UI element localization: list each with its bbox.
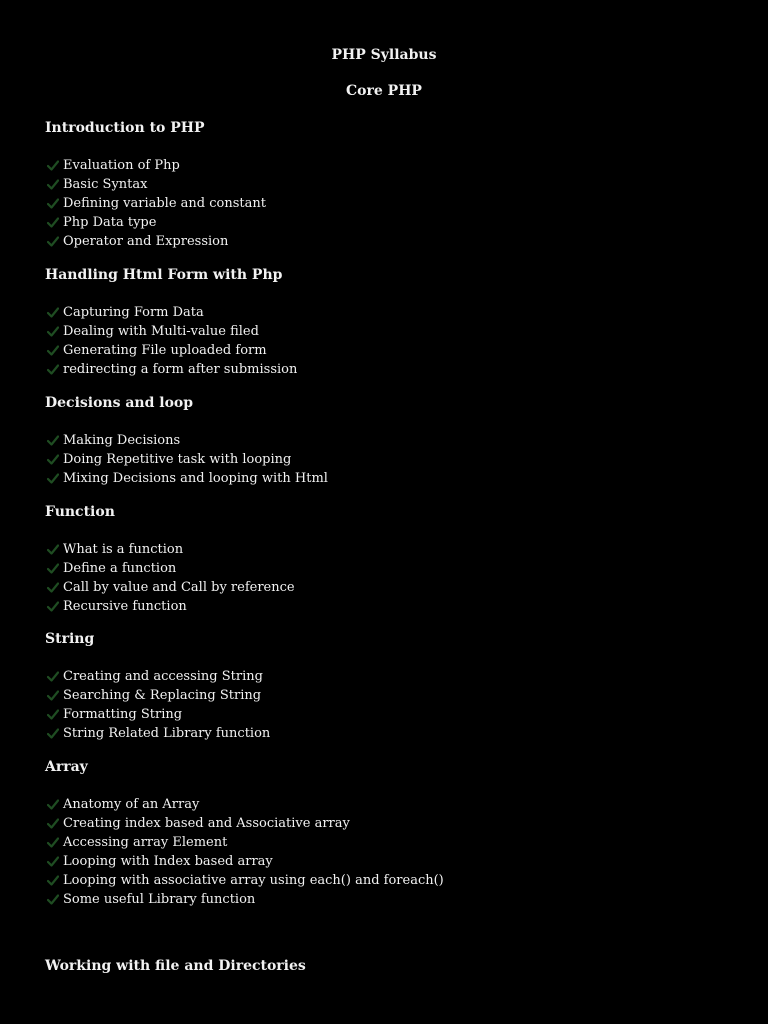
check-icon xyxy=(47,705,63,724)
list-item xyxy=(45,450,725,469)
check-icon xyxy=(47,890,63,909)
section-heading: String xyxy=(45,631,95,647)
list-item xyxy=(45,156,725,175)
list-item xyxy=(45,890,725,909)
list-item-text: Evaluation of Php xyxy=(63,158,180,173)
check-icon xyxy=(47,341,63,360)
check-icon xyxy=(47,450,63,469)
section-heading: Handling Html Form with Php xyxy=(45,267,283,283)
check-icon xyxy=(47,559,63,578)
section-heading: Working with file and Directories xyxy=(45,958,306,974)
check-icon xyxy=(47,303,63,322)
section-items xyxy=(45,667,725,743)
list-item-text: Define a function xyxy=(63,561,177,576)
check-icon xyxy=(47,469,63,488)
list-item-text: Formatting String xyxy=(63,707,183,722)
check-icon xyxy=(47,667,63,686)
section-heading: Decisions and loop xyxy=(45,395,194,411)
list-item-text: Accessing array Element xyxy=(63,835,228,850)
check-icon xyxy=(47,360,63,379)
list-item xyxy=(45,795,725,814)
list-item-text: Mixing Decisions and looping with Html xyxy=(63,471,328,486)
list-item xyxy=(45,705,725,724)
section-function xyxy=(45,503,725,616)
section-items xyxy=(45,795,725,909)
section-html-form xyxy=(45,266,725,379)
list-item-text: Call by value and Call by reference xyxy=(63,580,295,595)
page-subtitle: Core PHP xyxy=(346,83,422,99)
list-item-text: String Related Library function xyxy=(63,726,271,741)
section-introduction xyxy=(45,119,725,251)
list-item-text: Operator and Expression xyxy=(63,234,229,249)
section-heading: Function xyxy=(45,504,115,520)
list-item xyxy=(45,667,725,686)
list-item xyxy=(45,360,725,379)
section-string xyxy=(45,630,725,743)
list-item-text: Basic Syntax xyxy=(63,177,148,192)
list-item-text: Doing Repetitive task with looping xyxy=(63,452,292,467)
section-heading: Array xyxy=(45,759,88,775)
page-title: PHP Syllabus xyxy=(331,47,437,63)
check-icon xyxy=(47,686,63,705)
list-item xyxy=(45,232,725,251)
list-item xyxy=(45,852,725,871)
list-item xyxy=(45,469,725,488)
check-icon xyxy=(47,871,63,890)
list-item xyxy=(45,578,725,597)
check-icon xyxy=(47,213,63,232)
list-item xyxy=(45,341,725,360)
list-item-text: Dealing with Multi-value filed xyxy=(63,324,259,339)
section-files xyxy=(45,957,725,994)
section-items xyxy=(45,156,725,251)
section-array xyxy=(45,758,725,909)
list-item xyxy=(45,814,725,833)
list-item-text: Generating File uploaded form xyxy=(63,343,267,358)
list-item xyxy=(45,322,725,341)
list-item-text: Creating and accessing String xyxy=(63,669,263,684)
check-icon xyxy=(47,597,63,616)
list-item-text: Making Decisions xyxy=(63,433,181,448)
list-item-text: Recursive function xyxy=(63,599,187,614)
check-icon xyxy=(47,724,63,743)
list-item-text: Looping with associative array using each() and foreach() xyxy=(63,873,444,888)
list-item-text: Some useful Library function xyxy=(63,892,256,907)
list-item xyxy=(45,540,725,559)
check-icon xyxy=(47,578,63,597)
check-icon xyxy=(47,322,63,341)
list-item-text: Anatomy of an Array xyxy=(63,797,200,812)
list-item xyxy=(45,833,725,852)
list-item xyxy=(45,686,725,705)
check-icon xyxy=(47,431,63,450)
check-icon xyxy=(47,232,63,251)
list-item xyxy=(45,213,725,232)
check-icon xyxy=(47,833,63,852)
list-item xyxy=(45,724,725,743)
check-icon xyxy=(47,175,63,194)
check-icon xyxy=(47,814,63,833)
section-items xyxy=(45,431,725,488)
list-item xyxy=(45,597,725,616)
list-item xyxy=(45,303,725,322)
check-icon xyxy=(47,194,63,213)
list-item-text: Creating index based and Associative array xyxy=(63,816,350,831)
list-item xyxy=(45,194,725,213)
check-icon xyxy=(47,540,63,559)
list-item xyxy=(45,559,725,578)
list-item xyxy=(45,871,725,890)
list-item-text: Php Data type xyxy=(63,215,157,230)
section-items xyxy=(45,540,725,616)
check-icon xyxy=(47,156,63,175)
list-item-text: Capturing Form Data xyxy=(63,305,204,320)
list-item-text: redirecting a form after submission xyxy=(63,362,298,377)
list-item-text: Looping with Index based array xyxy=(63,854,273,869)
section-heading: Introduction to PHP xyxy=(45,120,205,136)
section-decisions xyxy=(45,394,725,488)
list-item xyxy=(45,431,725,450)
list-item-text: Defining variable and constant xyxy=(63,196,266,211)
list-item-text: Searching & Replacing String xyxy=(63,688,262,703)
list-item-text: What is a function xyxy=(63,542,184,557)
list-item xyxy=(45,175,725,194)
check-icon xyxy=(47,795,63,814)
section-items xyxy=(45,303,725,379)
check-icon xyxy=(47,852,63,871)
